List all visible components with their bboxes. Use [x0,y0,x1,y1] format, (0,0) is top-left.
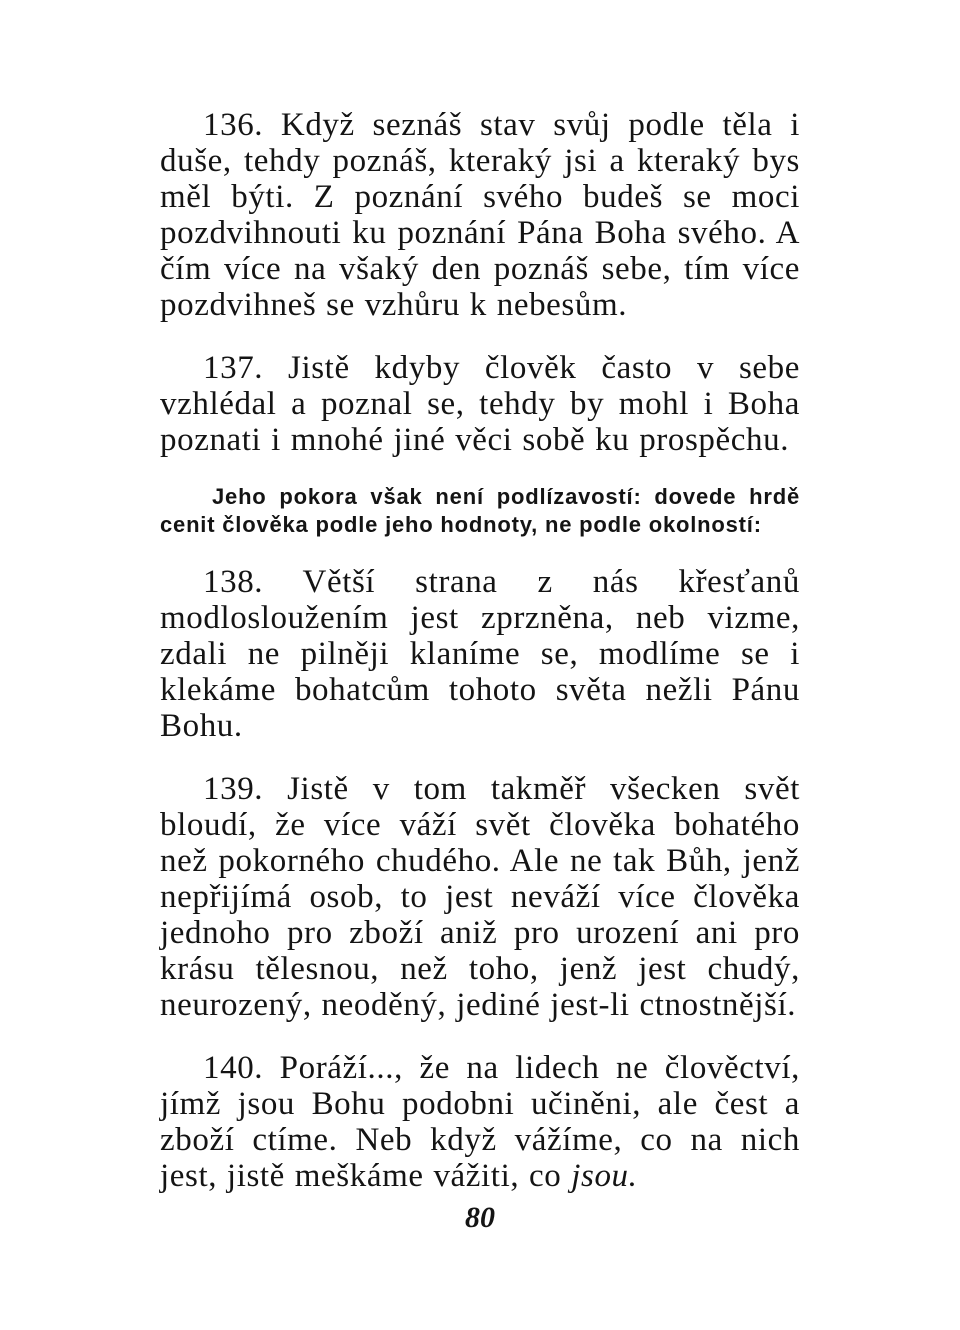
paragraph-text: Jistě v tom takměř všecken svět bloudí, že více váží svět člověka bohatého než pokorného chudého. Ale ne tak Bůh, jenž nepřijímá osob, to jest neváží více člověka jednoho pro zboží aniž pro urození ani pro krásu tělesnou, než toho, jenž jest chudý, neurozený, neoděný, jediné jest-li ctnostnější. [160,771,800,1023]
paragraph-number: 140. [203,1050,264,1086]
editorial-commentary: Jeho pokora však není podlízavostí: dovede hrdě cenit člověka podle jeho hodnoty, ne podle okolností: [160,484,800,537]
paragraph-137 [160,350,800,458]
paragraph-text: Poráží..., že na lidech ne člověctví, jímž jsou Bohu podobni učiněni, ale čest a zboží ctíme. Neb když vážíme, co na nich jest, jistě meškáme vážiti, co [160,1050,801,1194]
page-number: 80 [465,1201,495,1234]
paragraph-number: 139. [203,771,264,807]
paragraph-text: Jistě kdyby člověk často v sebe vzhlédal a poznal se, tehdy by mohl i Boha poznati i mnohé jiné věci sobě ku prospěchu. [160,350,801,458]
emphasized-word: jsou. [571,1158,638,1194]
paragraph-number: 138. [203,564,264,600]
paragraph-139 [160,771,800,1023]
paragraph-136 [160,107,800,323]
paragraph-number: 136. [203,107,264,143]
paragraph-number: 137. [203,350,264,386]
page-body [160,100,800,1194]
paragraph-text: Když seznáš stav svůj podle těla i duše, tehdy poznáš, kteraký jsi a kteraký bys měl býti. Z poznání svého budeš se moci pozdvihnouti ku poznání Pána Boha svého. A čím více na všaký den poznáš sebe, tím více pozdvihneš se vzhůru k nebesům. [160,107,800,323]
paragraph-138 [160,564,800,744]
paragraph-140 [160,1050,800,1194]
paragraph-text: Větší strana z nás křesťanů modlosloužením jest zprzněna, neb vizme, zdali ne pilněji klaníme se, modlíme se i klekáme bohatcům tohoto světa nežli Pánu Bohu. [160,564,800,744]
